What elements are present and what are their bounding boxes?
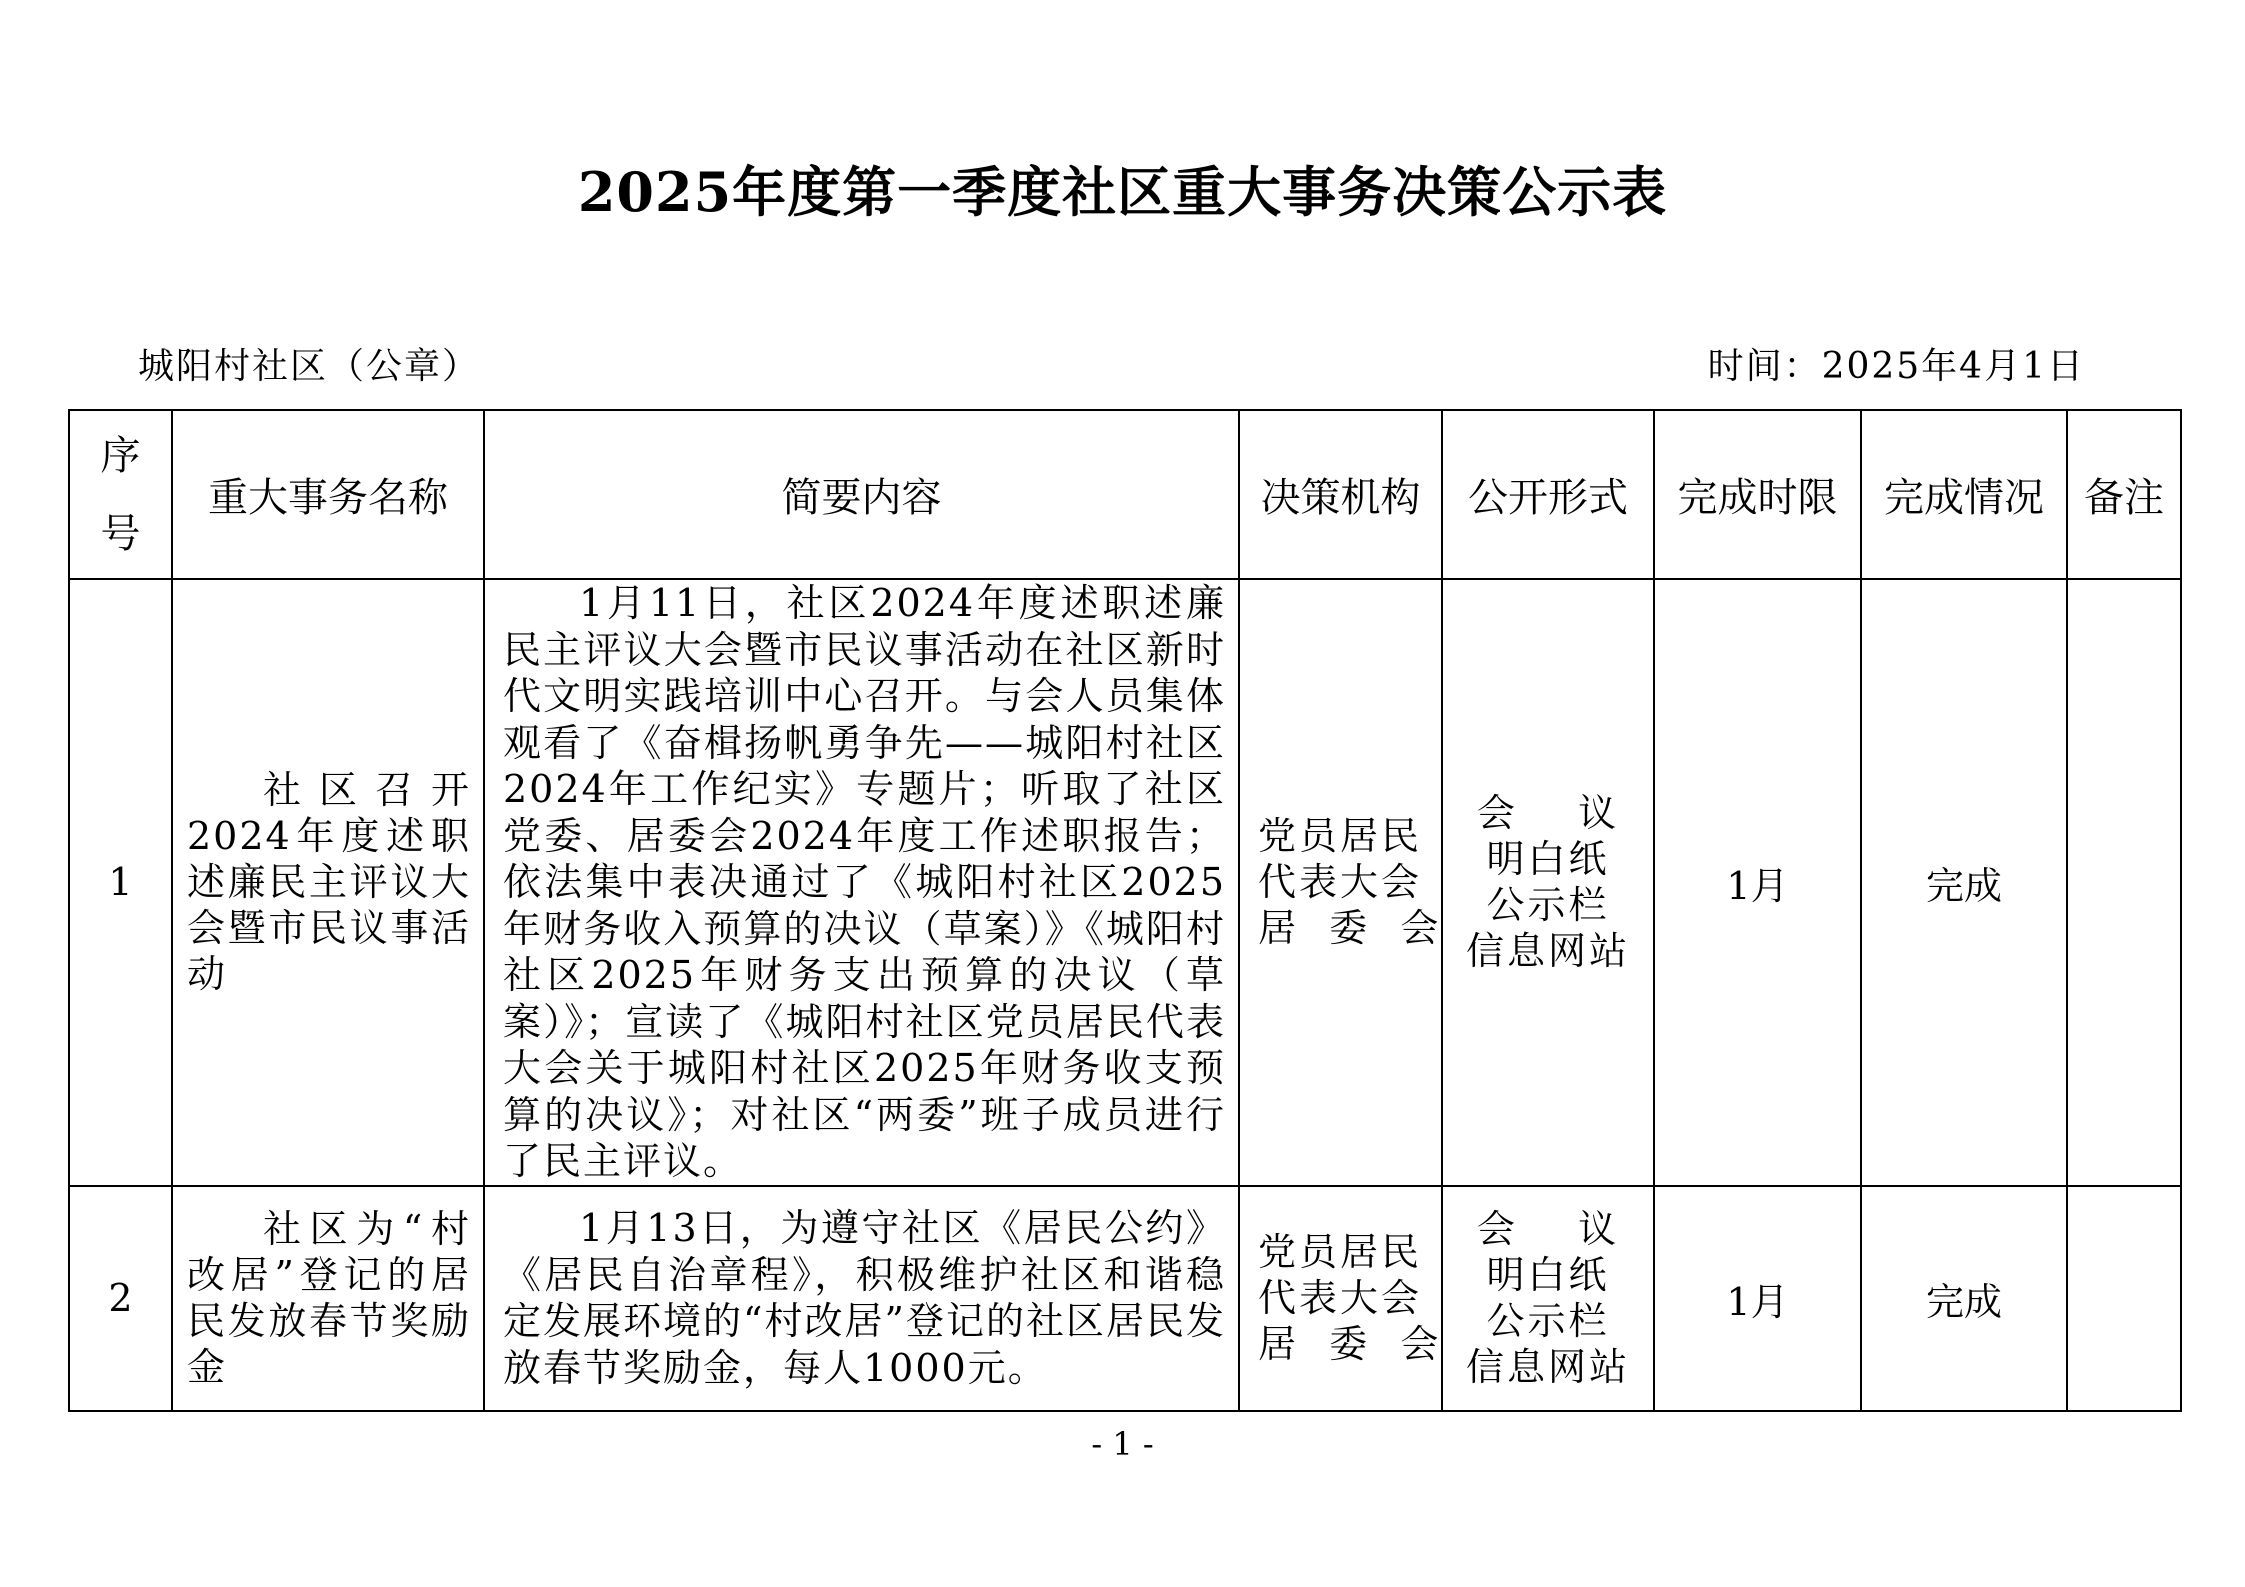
row-remarks	[2067, 1186, 2181, 1411]
form-line: 明白纸	[1486, 837, 1610, 882]
row-status: 完成	[1861, 1186, 2067, 1411]
decision-table	[68, 409, 2182, 1412]
org-line: 代表大会	[1258, 1276, 1423, 1320]
form-line: 会 议	[1476, 1207, 1620, 1251]
col-form: 公开形式	[1442, 410, 1654, 579]
row-status: 完成	[1861, 579, 2067, 1186]
org-line: 党员居民	[1258, 1230, 1423, 1274]
form-line: 公示栏	[1486, 883, 1610, 928]
row-summary: 1月11日，社区2024年度述职述廉民主评议大会暨市民议事活动在社区新时代文明实践培训中心召开。与会人员集体观看了《奋楫扬帆勇争先——城阳村社区2024年工作纪实》专题片；听取了社区党委、居委会2024年度工作述职报告；依法集中表决通过了《城阳村社区2025年财务收入预算的决议（草案）》《城阳村社区2025年财务支出预算的决议（草案）》；宣读了《城阳村社区党员居民代表大会关于城阳村社区2025年财务收支预算的决议》；对社区“两委”班子成员进行了民主评议。	[484, 579, 1239, 1186]
col-seq	[69, 410, 172, 579]
row-form	[1442, 579, 1654, 1186]
col-name: 重大事务名称	[172, 410, 484, 579]
form-line: 会 议	[1476, 791, 1620, 836]
row-summary: 1月13日，为遵守社区《居民公约》《居民自治章程》，积极维护社区和谐稳定发展环境的“村改居”登记的社区居民发放春节奖励金，每人1000元。	[484, 1186, 1239, 1411]
col-seq-line2: 号	[100, 510, 141, 557]
publish-date: 时间：2025年4月1日	[1707, 346, 2085, 387]
community-org-label: 城阳村社区（公章）	[138, 346, 481, 387]
org-line: 居 委 会	[1258, 1322, 1442, 1366]
page-number: - 1 -	[1091, 1425, 1154, 1463]
col-summary: 简要内容	[484, 410, 1239, 579]
form-line: 信息网站	[1465, 1345, 1630, 1389]
table-row	[69, 1186, 2181, 1411]
table-header-row	[69, 410, 2181, 579]
row-name: 社区召开2024年度述职述廉民主评议大会暨市民议事活动	[172, 579, 484, 1186]
page-title: 2025年度第一季度社区重大事务决策公示表	[577, 160, 1668, 224]
form-line: 信息网站	[1465, 929, 1630, 974]
row-deadline: 1月	[1654, 1186, 1861, 1411]
row-org	[1239, 1186, 1442, 1411]
col-org: 决策机构	[1239, 410, 1442, 579]
col-remarks: 备注	[2067, 410, 2181, 579]
org-line: 代表大会	[1258, 860, 1423, 905]
row-remarks	[2067, 579, 2181, 1186]
row-deadline: 1月	[1654, 579, 1861, 1186]
form-line: 公示栏	[1486, 1299, 1610, 1343]
col-seq-line1: 序	[100, 432, 141, 479]
row-form	[1442, 1186, 1654, 1411]
org-line: 居 委 会	[1258, 906, 1442, 951]
row-seq: 2	[69, 1186, 172, 1411]
row-org	[1239, 579, 1442, 1186]
row-name: 社区为“村改居”登记的居民发放春节奖励金	[172, 1186, 484, 1411]
form-line: 明白纸	[1486, 1253, 1610, 1297]
col-status: 完成情况	[1861, 410, 2067, 579]
org-line: 党员居民	[1258, 814, 1423, 859]
col-deadline: 完成时限	[1654, 410, 1861, 579]
row-seq: 1	[69, 579, 172, 1186]
table-row	[69, 579, 2181, 1186]
